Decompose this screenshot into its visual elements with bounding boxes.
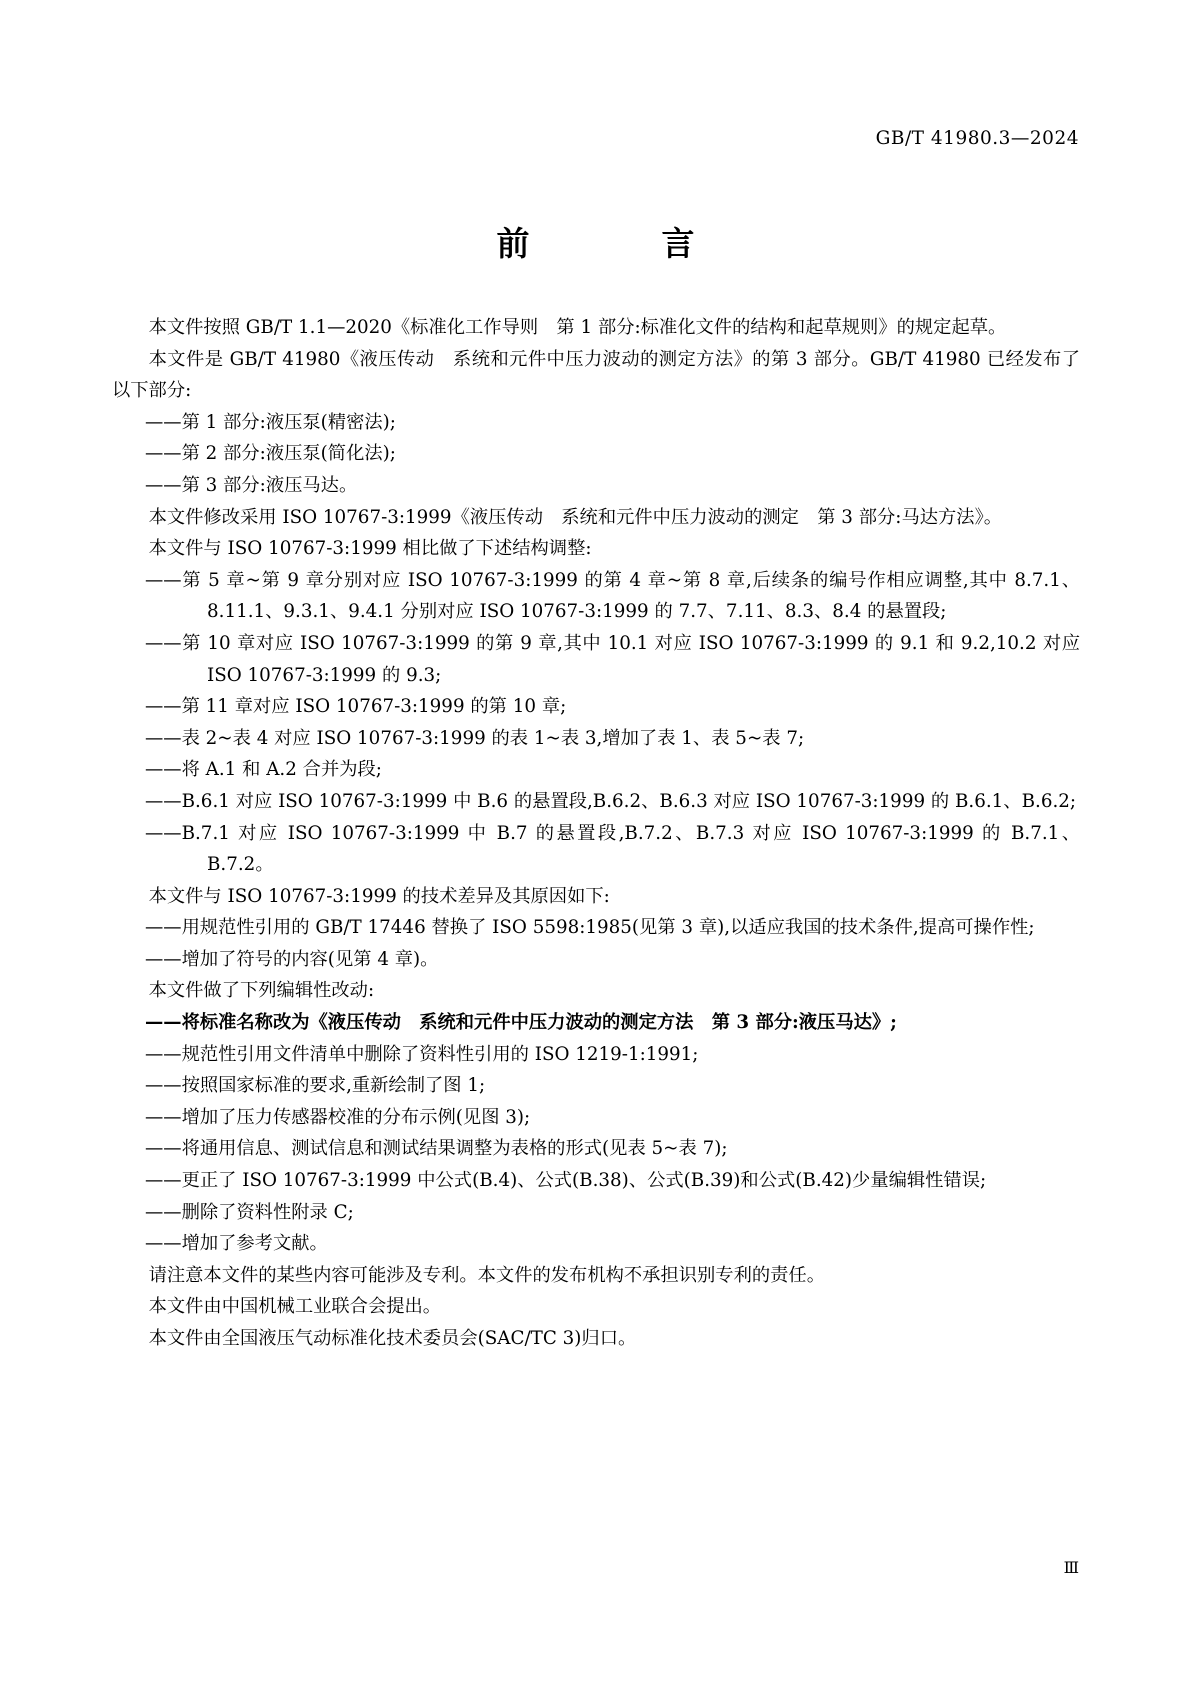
- foreword-paragraph: 本文件是 GB/T 41980《液压传动 系统和元件中压力波动的测定方法》的第 3 部分。GB/T 41980 已经发布了以下部分:: [112, 348, 1080, 402]
- foreword-list-item: ——增加了压力传感器校准的分布示例(见图 3);: [145, 1106, 531, 1128]
- foreword-list-item: ——规范性引用文件清单中删除了资料性引用的 ISO 1219-1:1991;: [145, 1043, 699, 1065]
- foreword-paragraph: 本文件按照 GB/T 1.1—2020《标准化工作导则 第 1 部分:标准化文件的结构和起草规则》的规定起草。: [148, 317, 1007, 338]
- foreword-list-item: ——第 11 章对应 ISO 10767-3:1999 的第 10 章;: [145, 696, 567, 718]
- foreword-list-item: ——第 1 部分:液压泵(精密法);: [145, 411, 396, 433]
- foreword-list-item: ——B.7.1 对应 ISO 10767-3:1999 中 B.7 的悬置段,B.7.2、B.7.3 对应 ISO 10767-3:1999 的 B.7.1、B.7.2。: [145, 822, 1080, 876]
- foreword-list-item: ——删除了资料性附录 C;: [145, 1201, 354, 1223]
- foreword-paragraph: 本文件由全国液压气动标准化技术委员会(SAC/TC 3)归口。: [148, 1328, 637, 1349]
- foreword-paragraph: 本文件做了下列编辑性改动:: [148, 980, 375, 1002]
- foreword-list-item: ——将标准名称改为《液压传动 系统和元件中压力波动的测定方法 第 3 部分:液压马达》;: [145, 1012, 897, 1034]
- page-header-standard-number: GB/T 41980.3—2024: [875, 128, 1079, 149]
- foreword-list-item: ——增加了符号的内容(见第 4 章)。: [145, 948, 439, 970]
- foreword-list-item: ——更正了 ISO 10767-3:1999 中公式(B.4)、公式(B.38)、公式(B.39)和公式(B.42)少量编辑性错误;: [145, 1170, 987, 1192]
- foreword-list-item: ——表 2~表 4 对应 ISO 10767-3:1999 的表 1~表 3,增加了表 1、表 5~表 7;: [145, 727, 805, 749]
- foreword-list-item: ——将通用信息、测试信息和测试结果调整为表格的形式(见表 5~表 7);: [145, 1138, 728, 1160]
- foreword-paragraph: 本文件修改采用 ISO 10767-3:1999《液压传动 系统和元件中压力波动的测定 第 3 部分:马达方法》。: [148, 506, 1002, 528]
- foreword-list-item: ——第 3 部分:液压马达。: [145, 474, 358, 496]
- foreword-list-item: ——按照国家标准的要求,重新绘制了图 1;: [145, 1075, 486, 1097]
- foreword-paragraph: 本文件由中国机械工业联合会提出。: [148, 1296, 442, 1318]
- foreword-paragraph: 本文件与 ISO 10767-3:1999 相比做了下述结构调整:: [148, 538, 592, 560]
- foreword-list-item: ——B.6.1 对应 ISO 10767-3:1999 中 B.6 的悬置段,B.6.2、B.6.3 对应 ISO 10767-3:1999 的 B.6.1、B.6.2;: [145, 790, 1077, 812]
- foreword-body: [112, 312, 1080, 1355]
- foreword-paragraph: 本文件与 ISO 10767-3:1999 的技术差异及其原因如下:: [148, 885, 610, 907]
- foreword-list-item: ——增加了参考文献。: [145, 1233, 328, 1255]
- foreword-paragraph: 请注意本文件的某些内容可能涉及专利。本文件的发布机构不承担识别专利的责任。: [148, 1264, 825, 1286]
- foreword-list-item: ——将 A.1 和 A.2 合并为段;: [145, 759, 382, 781]
- page-title: 前 言: [496, 224, 717, 263]
- foreword-list-item: ——第 5 章~第 9 章分别对应 ISO 10767-3:1999 的第 4 章~第 8 章,后续条的编号作相应调整,其中 8.7.1、8.11.1、9.3.1、9.4.1 分别对应 ISO 10767-3:1999 的 7.7、7.11、8.3、8.4 的悬置段;: [145, 569, 1080, 623]
- page-number: Ⅲ: [1063, 1558, 1079, 1577]
- foreword-list-item: ——第 10 章对应 ISO 10767-3:1999 的第 9 章,其中 10.1 对应 ISO 10767-3:1999 的 9.1 和 9.2,10.2 对应 ISO 10767-3:1999 的 9.3;: [145, 632, 1080, 686]
- foreword-list-item: ——用规范性引用的 GB/T 17446 替换了 ISO 5598:1985(见第 3 章),以适应我国的技术条件,提高可操作性;: [145, 917, 1035, 939]
- foreword-list-item: ——第 2 部分:液压泵(简化法);: [145, 443, 396, 465]
